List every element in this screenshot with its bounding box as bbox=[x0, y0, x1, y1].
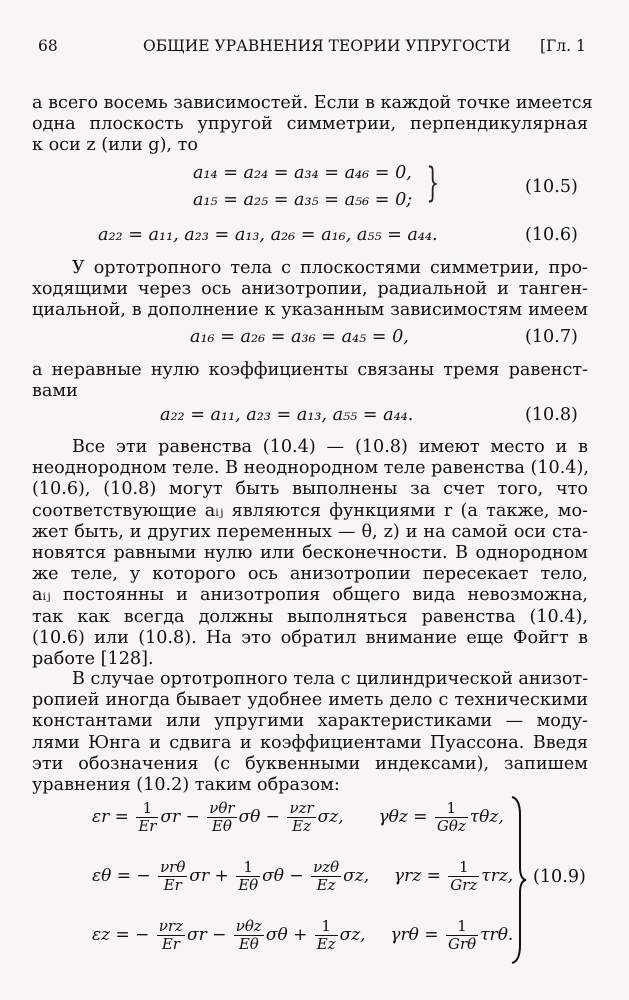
text-line: соответствующие aᵢⱼ являются функциями r (а также, мо- bbox=[32, 500, 588, 521]
equation-10-7: a₁₆ = a₂₆ = a₃₆ = a₄₅ = 0, bbox=[190, 327, 409, 347]
text-line: так как всегда должны выполняться равенства (10.4), bbox=[32, 606, 588, 627]
text-line: а всего восемь зависимостей. Если в каждой точке имеется bbox=[32, 93, 593, 113]
text-line: лями Юнга и сдвига и коэффициентами Пуассона. Введя bbox=[32, 732, 588, 753]
text-line: Все эти равенства (10.4) — (10.8) имеют место и в bbox=[72, 437, 588, 457]
text-line: же теле, у которого ось анизотропии пересекает тело, bbox=[32, 564, 588, 585]
text-line: константами или упругими характеристиками — моду- bbox=[32, 711, 588, 732]
equation-number: (10.7) bbox=[525, 327, 578, 347]
paragraph-4 bbox=[32, 437, 588, 670]
text-line: к оси z (или g), то bbox=[32, 135, 198, 156]
equation-number: (10.8) bbox=[525, 405, 578, 425]
equation-number: (10.6) bbox=[525, 225, 578, 245]
equation-10-5-line-2: a₁₅ = a₂₅ = a₃₅ = a₅₆ = 0; bbox=[193, 190, 413, 210]
text-line: уравнения (10.2) таким образом: bbox=[32, 775, 340, 796]
text-line: ропией иногда бывает удобнее иметь дело с техническими bbox=[32, 690, 588, 711]
paragraph-5 bbox=[32, 669, 588, 796]
text-line: а неравные нулю коэффициенты связаны тремя равенст- bbox=[32, 360, 588, 380]
text-line: неоднородном теле. В неоднородном теле равенства (10.4), bbox=[32, 458, 589, 479]
text-line: жет быть, и других переменных — θ, z) и на самой оси ста- bbox=[32, 521, 588, 542]
text-line: одна плоскость упругой симметрии, перпендикулярная bbox=[32, 114, 588, 135]
equation-10-8: a₂₂ = a₁₁, a₂₃ = a₁₃, a₅₅ = a₄₄. bbox=[160, 405, 414, 425]
text-line: В случае ортотропного тела с цилиндрической анизот- bbox=[72, 669, 589, 689]
equation-10-9-row-1: εr = $\frac{1}{Er}$ σr − $\frac{\text{νθr}}{E\theta}$ σθ − $\frac{\text{νzr}}{Ez}$ σz, γθz = $\frac{1}{\text{Gθz}}$ τθz, bbox=[92, 799, 504, 835]
paragraph-1 bbox=[32, 93, 593, 157]
text-line: aᵢⱼ постоянны и анизотропия общего вида невозможна, bbox=[32, 585, 588, 606]
text-line: циальной, в дополнение к указанным зависимостям имеем bbox=[32, 300, 588, 321]
text-line: вами bbox=[32, 381, 78, 402]
paragraph-3 bbox=[32, 360, 588, 402]
text-line: У ортотропного тела с плоскостями симметрии, про- bbox=[72, 258, 588, 278]
text-line: эти обозначения (с буквенными индексами), запишем bbox=[32, 753, 588, 774]
text-line: (10.6), (10.8) могут быть выполнены за счет того, что bbox=[32, 479, 588, 500]
text-line: работе [128]. bbox=[32, 649, 154, 670]
equation-10-9-row-3: εz = − $\frac{\text{νrz}}{Er}$ σr − $\frac{\text{νθz}}{E\theta}$ σθ + $\frac{1}{Ez}$ σz, γrθ = $\frac{1}{\text{Grθ}}$ τrθ. bbox=[92, 917, 514, 953]
equation-10-5-line-1: a₁₄ = a₂₄ = a₃₄ = a₄₆ = 0, bbox=[193, 163, 412, 183]
right-brace: } bbox=[426, 160, 440, 206]
system-brace bbox=[508, 795, 528, 965]
text-line: ходящими через ось анизотропии, радиальной и танген- bbox=[32, 279, 588, 300]
equation-10-9-row-2: εθ = − $\frac{\text{νrθ}}{Er}$ σr + $\frac{1}{E\theta}$ σθ − $\frac{\text{νzθ}}{Ez}$ σz, γrz = $\frac{1}{\text{Grz}}$ τrz, bbox=[92, 858, 514, 894]
page-number: 68 bbox=[38, 37, 58, 55]
equation-number: (10.5) bbox=[525, 177, 578, 197]
running-title: ОБЩИЕ УРАВНЕНИЯ ТЕОРИИ УПРУГОСТИ bbox=[143, 37, 511, 55]
equation-10-6: a₂₂ = a₁₁, a₂₃ = a₁₃, a₂₆ = a₁₆, a₅₅ = a₄₄. bbox=[98, 225, 438, 245]
equation-number: (10.9) bbox=[533, 867, 586, 887]
paragraph-2 bbox=[32, 258, 588, 322]
text-line: (10.6) или (10.8). На это обратил внимание еще Фойгт в bbox=[32, 627, 588, 648]
chapter-label: [Гл. 1 bbox=[540, 37, 586, 55]
text-line: новятся равными нулю или бесконечности. В однородном bbox=[32, 543, 588, 564]
